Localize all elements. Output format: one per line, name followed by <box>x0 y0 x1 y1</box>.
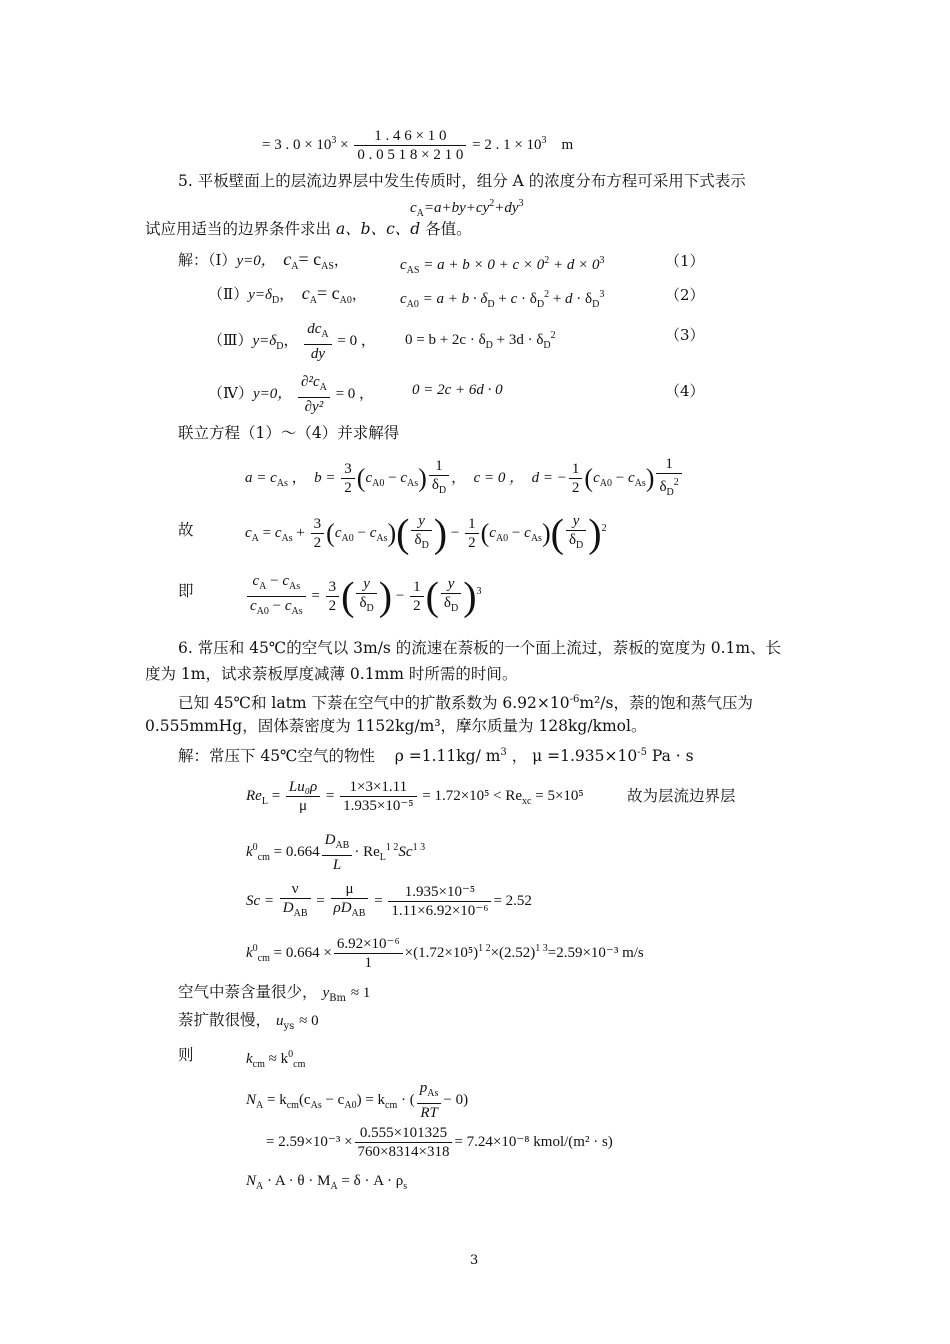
top-eq-times: × <box>340 136 349 153</box>
schmidt-equation: Sc = $\frac{\nu}{D_{AB}}$ = $\frac{\mu}{\rho D_{AB}}$ = $\frac{\text{1.935×10⁻⁵}}{\text{1.11×6.92×10⁻⁶}}$ = 2.52 <box>246 881 532 919</box>
bc2-result: $c_{A0} = a + b \cdot \delta_D + c \cdot \delta_D^2 + d \cdot \delta_D^3$ <box>400 289 605 310</box>
final-equation: $N_A \cdot A \cdot \theta \cdot M_A = \delta \cdot A \cdot \rho_s$ <box>246 1173 408 1192</box>
results-line: $a = c_{As}$ ， b = $\frac{3}{2}$ $(c_{A0} - c_{As})$ $\frac{1}{\delta_D}$ ， c = 0 ， d = − $\frac{1}{2}$ $(c_{A0} - c_{As})$ $\frac{1}{\delta_D^2}$ <box>245 455 684 502</box>
kcm-equation: $k^0_{cm} = 0.664$ $\frac{D_{AB}}{L}$ · $Re_L^{1 2}Sc^{1 3}$ <box>246 832 426 873</box>
ze-label: 则 <box>178 1046 194 1064</box>
flux-value-equation: = 2.59×10⁻³ × $\frac{0.555\times 101325}{760\times 8314\times 318}$ = 7.24×10⁻⁸ kmol/(m² · s) <box>266 1125 613 1160</box>
laminar-note: 故为层流边界层 <box>627 787 736 805</box>
ji-equation: $\frac{c_A - c_{As}}{c_{A0} - c_{As}}$ = $\frac{3}{2}$ ( $\frac{y}{\delta_D}$ ) − $\frac{1}{2}$ ( $\frac{y}{\delta_D}$ )$^3$ <box>245 572 482 621</box>
ybm-line: 空气中萘含量很少， $y_{Bm} \approx 1$ <box>178 983 371 1004</box>
flux-equation: $N_A = k_{cm}(c_{As} - c_{A0}) = k_{cm}$ · ( $\frac{p_{As}}{RT}$ − 0) <box>246 1080 469 1121</box>
page-number: 3 <box>470 1253 479 1268</box>
top-eq-prefix: = 3 . 0 × <box>262 136 313 153</box>
bc3-line: $(Ⅲ)y=\delta_D$， $\frac{dc_A}{dy}$ = 0 ， <box>208 321 376 362</box>
bc2-line: $(Ⅱ)y=\delta_D$， $c_A= c_{A0}$， <box>208 283 367 306</box>
bc1-result: $c_{AS} = a + b \times 0 + c \times 0^2 + d \times 0^3$ <box>400 255 605 276</box>
problem5-instruction: 试应用适当的边界条件求出 a、b、c、d 各值。 <box>145 220 472 238</box>
problem5-equation: $c_A=a+by+cy^2+dy^3$ <box>410 198 524 219</box>
problem6-given-2: 0.555mmHg，固体萘密度为 1152kg/m³，摩尔质量为 128kg/kmol。 <box>145 717 647 735</box>
top-eq-mid: 10 <box>316 136 332 153</box>
top-eq-numerator: 1 . 4 6 × 1 0 <box>354 127 466 146</box>
bc4-result: 0 = 2c + 6d · 0 <box>412 382 503 398</box>
bc1-line: 解：（Ⅰ）y=0， $c_A= c_{AS}$， <box>178 249 349 272</box>
top-eq-denominator: 0 . 0 5 1 8 × 2 1 0 <box>357 147 464 163</box>
top-eq-unit: m <box>561 136 574 153</box>
eq-number-1: （1） <box>665 252 705 270</box>
eq-number-3: （3） <box>665 326 705 344</box>
combine-text: 联立方程（1）～（4）并求解得 <box>178 424 400 442</box>
bc4-fraction: $\frac{\partial^2c_A}{\text{∂y²}}$ <box>298 373 330 416</box>
top-equation: = 3 . $0 \times 10^3$ × $\frac{1 . 4 6 \times 1 0}{0 . 0 5 1 8 \times 2 1 0}$ = 2 . $1 \times 10^3$ m <box>262 128 574 163</box>
top-eq-result: = 2 . 1 × <box>472 136 523 153</box>
top-eq-result-exp: 10 <box>526 136 542 153</box>
eq-number-4: （4） <box>665 382 705 400</box>
ji-label: 即 <box>178 582 194 600</box>
uys-line: 萘扩散很慢， $u_{ys} \approx 0$ <box>178 1011 319 1032</box>
bc3-result: $0 = b + 2c \cdot \delta_D + 3d \cdot \delta_D^2$ <box>405 330 556 351</box>
gu-label: 故 <box>178 521 194 539</box>
reynolds-equation: $Re_L$ = $\frac{\text{Lu₀ρ}}{\mu}$ = $\frac{1\times 3\times 1.11}{\text{1.935×10⁻⁵}}$ = $1.72\times 10^5 < Re_{xc} = 5\times 10^5$ <box>246 779 584 814</box>
eq-number-2: （2） <box>665 286 705 304</box>
gu-equation: $c_A = c_{As}$ + $\frac{3}{2}$ $(c_{A0} - c_{As})$( $\frac{y}{\delta_D}$ ) − $\frac{1}{2}$ $(c_{A0} - c_{As})$( $\frac{y}{\delta_D}$ )$^2$ <box>245 510 607 556</box>
bc4-line: （Ⅳ）y=0， $\frac{\partial^2c_A}{\text{∂y²}}$ = 0 ， <box>208 374 375 415</box>
kcm-approx: $k_{cm} \approx k^0_{cm}$ <box>246 1049 306 1070</box>
bc3-fraction: $\frac{dc_A}{dy}$ <box>304 320 331 363</box>
problem6-statement-2: 度为 1m，试求萘板厚度减薄 0.1mm 时所需的时间。 <box>145 665 518 683</box>
top-eq-fraction <box>354 127 466 164</box>
kcm-value-equation: $k^0_{cm} = 0.664$ × $\frac{\text{6.92×10⁻⁶}}{1}$ $\times(1.72\times 10^5)^{1 2}\times(2.52)^{1 3}=2.59\times 10^{-3}$ m/s <box>246 936 644 971</box>
problem6-properties: 解：常压下 45℃空气的物性 ρ =1.11kg/ $m^3$ ， $\mu =1.935\times 10^{-5}$ Pa · s <box>178 747 694 765</box>
problem6-given-1: 已知 45℃和 latm 下萘在空气中的扩散系数为 $6.92\times 10^{-6}m^2/s$，萘的饱和蒸气压为 <box>178 694 753 712</box>
problem6-statement-1: 6. 常压和 45℃的空气以 3m/s 的流速在萘板的一个面上流过，萘板的宽度为 0.1m、长 <box>178 639 782 657</box>
problem5-statement: 5. 平板壁面上的层流边界层中发生传质时，组分 A 的浓度分布方程可采用下式表示 <box>178 172 746 190</box>
